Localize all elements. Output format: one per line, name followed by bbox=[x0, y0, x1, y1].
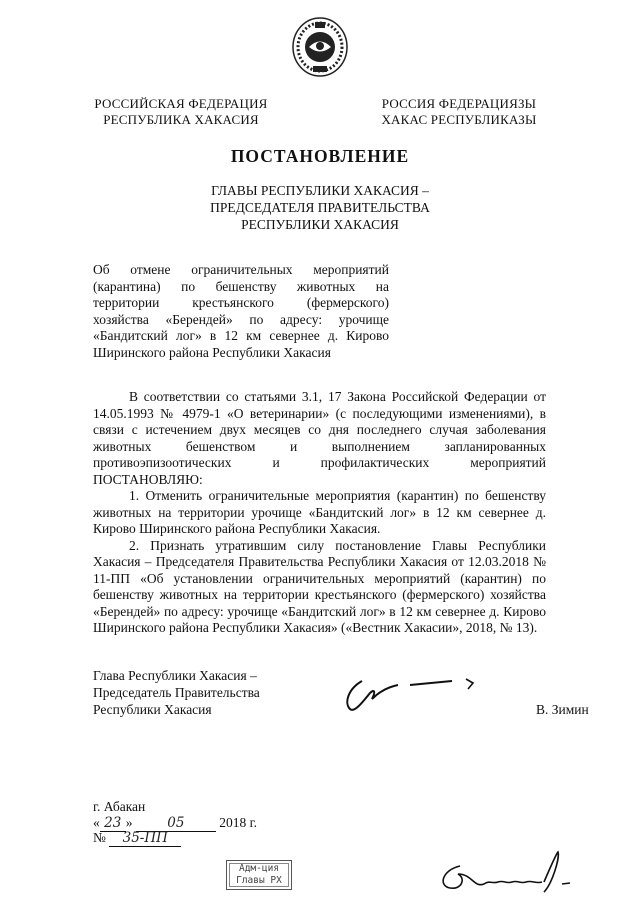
signatory-name: В. Зимин bbox=[536, 702, 589, 717]
subtitle-line-2: ПРЕДСЕДАТЕЛЯ ПРАВИТЕЛЬСТВА bbox=[210, 200, 430, 215]
subtitle-line-1: ГЛАВЫ РЕСПУБЛИКИ ХАКАСИЯ – bbox=[211, 183, 429, 198]
date-day: 23 bbox=[100, 815, 126, 832]
signatory-position-line-3: Республики Хакасия bbox=[93, 702, 212, 717]
signatory-position bbox=[93, 667, 260, 718]
body-paragraph-item-1: 1. Отменить ограничительные мероприятия (карантин) по бешенству животных на территории урочище «Бандитский лог» в 12 км севернее д. Кирово Ширинского района Республики Хакасия. bbox=[93, 488, 546, 536]
subtitle-line-3: РЕСПУБЛИКИ ХАКАСИЯ bbox=[241, 217, 399, 232]
number-prefix: № bbox=[93, 830, 106, 845]
stamp-line-2: Главы РХ bbox=[236, 875, 282, 886]
registration-stamp bbox=[226, 860, 292, 890]
document-subject: Об отмене ограничительных мероприятий (карантина) по бешенству животных на территории крестьянского (фермерского) хозяйства «Берендей» по адресу: урочище «Бандитский лог» в 12 км севернее д. Кирово Ширинского района Республики Хакасия bbox=[93, 262, 389, 360]
date-month: 05 bbox=[136, 815, 216, 832]
signatory-position-line-2: Председатель Правительства bbox=[93, 685, 260, 700]
coat-of-arms-emblem bbox=[291, 16, 349, 78]
header-right-line-1: РОССИЯ ФЕДЕРАЦИЯЗЫ bbox=[381, 96, 537, 111]
header-right-line-2: ХАКАС РЕСПУБЛИКАЗЫ bbox=[381, 112, 537, 127]
date-close-quote: » bbox=[125, 815, 133, 830]
document-body bbox=[93, 389, 546, 637]
number-value: 35-ПП bbox=[109, 830, 181, 847]
signatory-position-line-1: Глава Республики Хакасия – bbox=[93, 668, 257, 683]
handwritten-initials bbox=[432, 848, 582, 900]
header-left bbox=[93, 96, 269, 128]
document-title: ПОСТАНОВЛЕНИЕ bbox=[230, 146, 410, 166]
header-left-line-1: РОССИЙСКАЯ ФЕДЕРАЦИЯ bbox=[94, 96, 268, 111]
document-subtitle bbox=[0, 182, 640, 233]
document-number bbox=[93, 830, 181, 847]
body-paragraph-item-2: 2. Признать утратившим силу постановление Главы Республики Хакасия – Председателя Правительства Республики Хакасия от 12.03.2018 № 11-ПП «Об установлении ограничительных мероприятий (карантин) по бешенству животных на территории крестьянского (фермерского) хозяйства «Берендей» по адресу: урочище «Бандитский лог» в 12 км севернее д. Кирово Ширинского района Республики Хакасия» («Вестник Хакасии», 2018, № 13). bbox=[93, 537, 546, 635]
date-open-quote: « bbox=[93, 815, 100, 830]
header-right bbox=[366, 96, 552, 128]
date-year: 2018 г. bbox=[219, 815, 258, 830]
body-paragraph-preamble: В соответствии со статьями 3.1, 17 Закона Российской Федерации от 14.05.1993 № 4979-1 «О ветеринарии» (с последующими изменениями), в связи с истечением двух месяцев со дня последнего случая заболевания животных бешенством и выполнением запланированных противоэпизоотических и профилактических мероприятий ПОСТАНОВЛЯЮ: bbox=[93, 389, 546, 487]
header-left-line-2: РЕСПУБЛИКА ХАКАСИЯ bbox=[103, 112, 259, 127]
document-place: г. Абакан bbox=[93, 799, 146, 814]
handwritten-signature bbox=[340, 673, 485, 718]
stamp-line-1: Адм-ция bbox=[238, 863, 280, 874]
